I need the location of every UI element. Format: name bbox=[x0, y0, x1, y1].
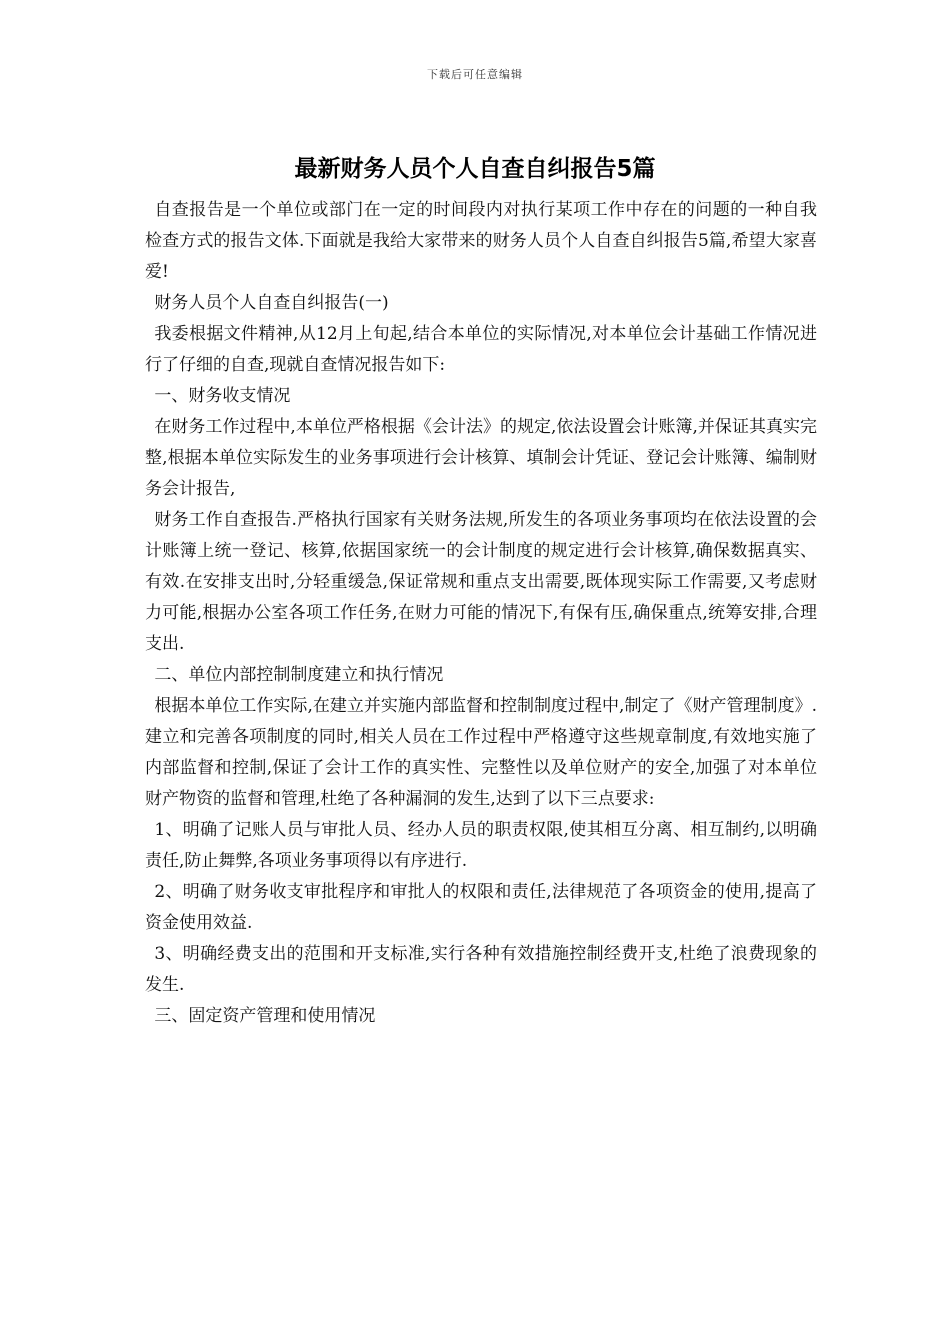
paragraph-heading-2: 二、单位内部控制制度建立和执行情况 bbox=[154, 665, 444, 685]
paragraph-internal-control: 根据本单位工作实际,在建立并实施内部监督和控制制度过程中,制定了《财产管理制度》.建立和完善各项制度的同时,相关人员在工作过程中严格遵守这些规章制度,有效地实施了内部监督和控制,保证了会计工作的真实性、完整性以及单位财产的安全,加强了对本单位财产物资的监督和管理,杜绝了各种漏洞的发生,达到了以下三点要求: bbox=[145, 696, 817, 809]
paragraph-finance-process: 在财务工作过程中,本单位严格根据《会计法》的规定,依法设置会计账簿,并保证其真实完整,根据本单位实际发生的业务事项进行会计核算、填制会计凭证、登记会计账簿、编制财务会计报告, bbox=[145, 417, 817, 499]
paragraph-section-heading: 财务人员个人自查自纠报告(一) bbox=[154, 293, 389, 313]
document-body bbox=[145, 195, 817, 1032]
paragraph-heading-1: 一、财务收支情况 bbox=[154, 386, 291, 406]
paragraph-item-3: 3、明确经费支出的范围和开支标准,实行各种有效措施控制经费开支,杜绝了浪费现象的发生. bbox=[145, 944, 817, 995]
paragraph-intro: 自查报告是一个单位或部门在一定的时间段内对执行某项工作中存在的问题的一种自我检查方式的报告文体.下面就是我给大家带来的财务人员个人自查自纠报告5篇,希望大家喜爱! bbox=[145, 200, 817, 282]
paragraph-item-1: 1、明确了记账人员与审批人员、经办人员的职责权限,使其相互分离、相互制约,以明确责任,防止舞弊,各项业务事项得以有序进行. bbox=[145, 820, 817, 871]
header-note: 下载后可任意编辑 bbox=[427, 68, 523, 81]
paragraph-finance-report: 财务工作自查报告.严格执行国家有关财务法规,所发生的各项业务事项均在依法设置的会计账簿上统一登记、核算,依据国家统一的会计制度的规定进行会计核算,确保数据真实、有效.在安排支出时,分轻重缓急,保证常规和重点支出需要,既体现实际工作需要,又考虑财力可能,根据办公室各项工作任务,在财力可能的情况下,有保有压,确保重点,统筹安排,合理支出. bbox=[145, 510, 817, 654]
paragraph-self-check: 我委根据文件精神,从12月上旬起,结合本单位的实际情况,对本单位会计基础工作情况进行了仔细的自查,现就自查情况报告如下: bbox=[145, 324, 817, 375]
paragraph-item-2: 2、明确了财务收支审批程序和审批人的权限和责任,法律规范了各项资金的使用,提高了资金使用效益. bbox=[145, 882, 817, 933]
document-title: 最新财务人员个人自查自纠报告5篇 bbox=[294, 156, 656, 182]
paragraph-heading-3: 三、固定资产管理和使用情况 bbox=[154, 1006, 376, 1026]
